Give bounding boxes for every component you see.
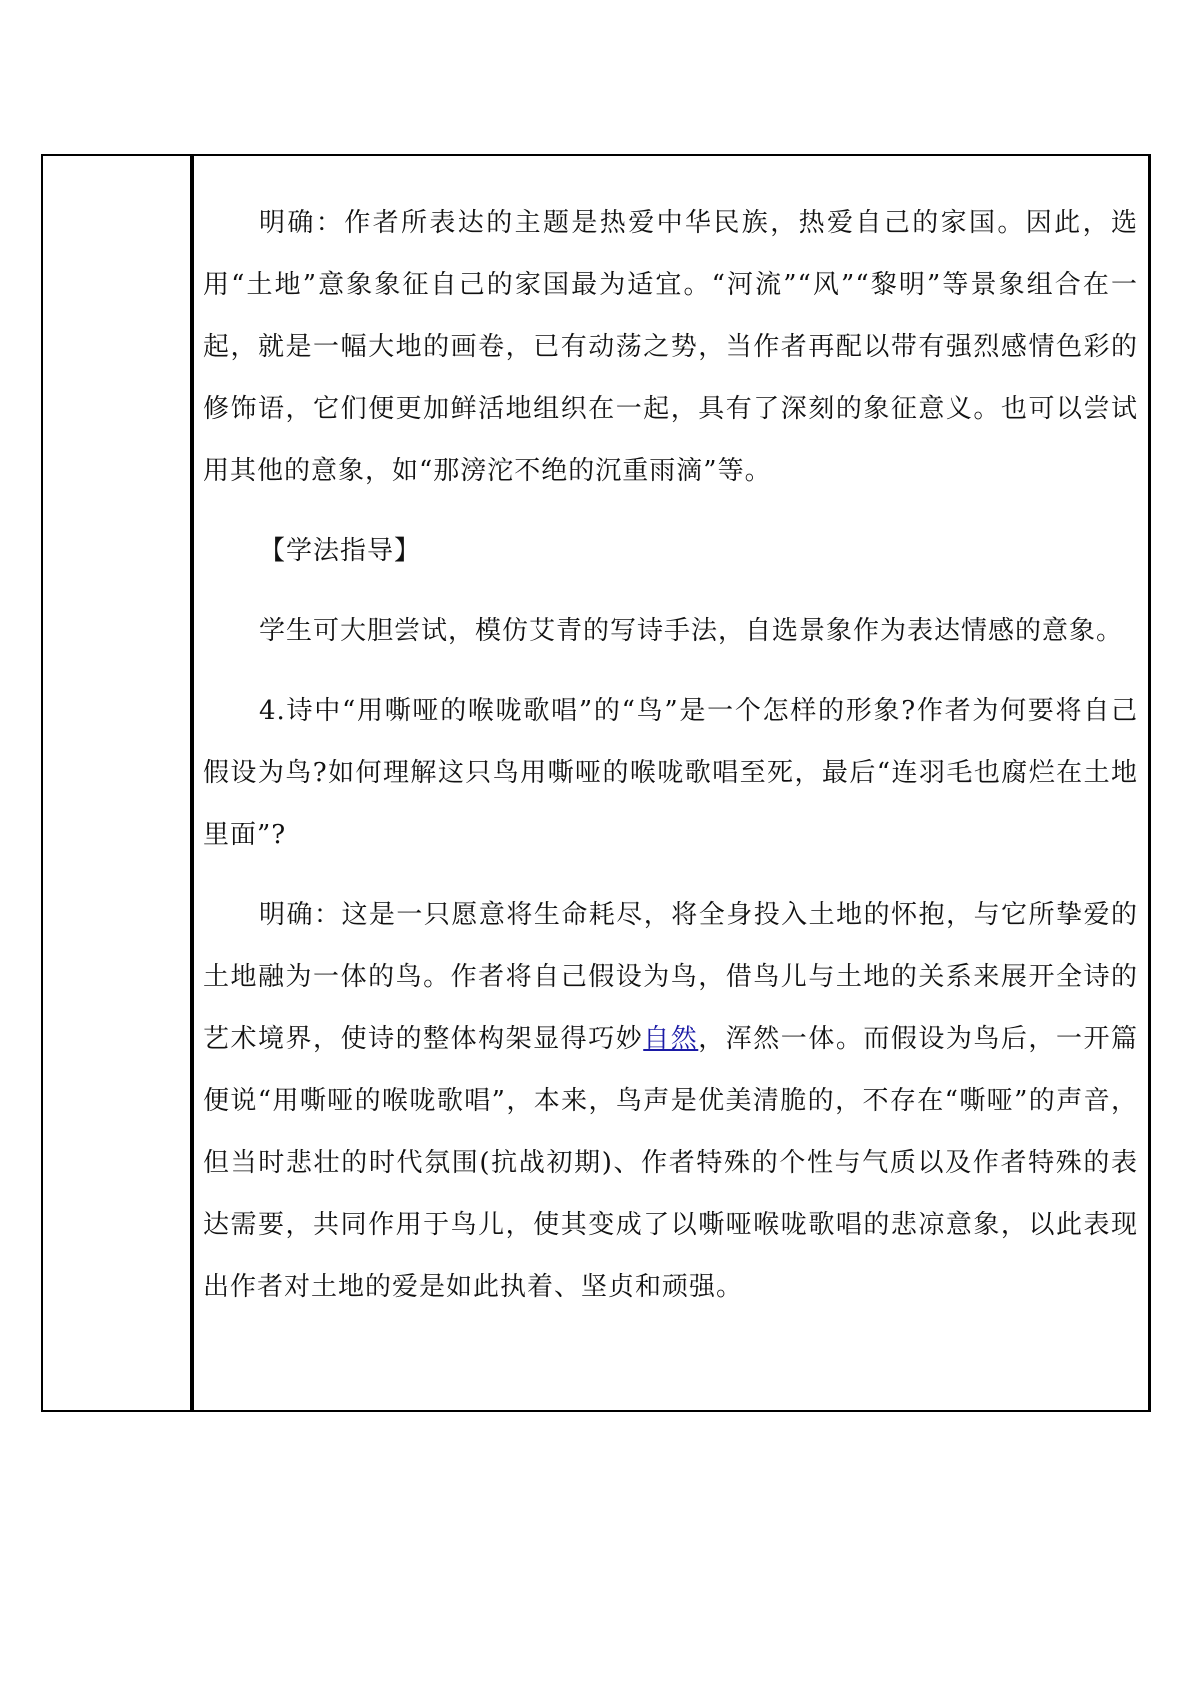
natural-link[interactable]: 自然 <box>643 1024 699 1054</box>
answer-paragraph-theme: 明确：作者所表达的主题是热爱中华民族，热爱自己的家国。因此，选用“土地”意象象征自己的家国最为适宜。“河流”“风”“黎明”等景象组合在一起，就是一幅大地的画卷，已有动荡之势，当作者再配以带有强烈感情色彩的修饰语，它们便更加鲜活地组织在一起，具有了深刻的象征意义。也可以尝试用其他的意象，如“那滂沱不绝的沉重雨滴”等。 <box>203 208 1138 486</box>
question-paragraph: 4.诗中“用嘶哑的喉咙歌唱”的“鸟”是一个怎样的形象?作者为何要将自己假设为鸟?如何理解这只鸟用嘶哑的喉咙歌唱至死，最后“连羽毛也腐烂在土地里面”? <box>203 696 1138 850</box>
answer-text-after-link: ，浑然一体。而假设为鸟后，一开篇便说“用嘶哑的喉咙歌唱”，本来，鸟声是优美清脆的，不存在“嘶哑”的声音，但当时悲壮的时代氛围(抗战初期)、作者特殊的个性与气质以及作者特殊的表达需要，共同作用于鸟儿，使其变成了以嘶哑喉咙歌唱的悲凉意象，以此表现出作者对土地的爱是如此执着、坚贞和顽强。 <box>203 1024 1138 1302</box>
table-content-cell <box>203 192 1138 1336</box>
table-column-divider <box>190 154 194 1412</box>
study-guide-paragraph: 学生可大胆尝试，模仿艾青的写诗手法，自选景象作为表达情感的意象。 <box>259 616 1124 646</box>
answer-paragraph-bird <box>203 884 1138 1318</box>
answer-text-before-link: 明确：这是一只愿意将生命耗尽，将全身投入土地的怀抱，与它所挚爱的土地融为一体的鸟。作者将自己假设为鸟，借鸟儿与土地的关系来展开全诗的艺术境界，使诗的整体构架显得巧妙 <box>203 900 1138 1054</box>
study-guide-heading: 【学法指导】 <box>259 536 422 566</box>
